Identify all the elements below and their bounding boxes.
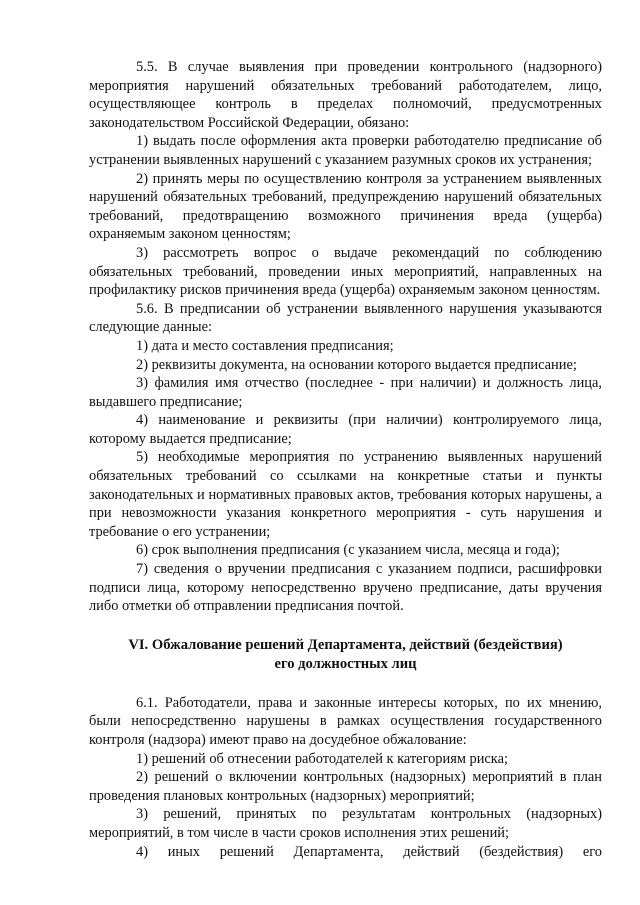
paragraph-5-6-item-4: 4) наименование и реквизиты (при наличии) контролируемого лица, которому выдается предписание; [89, 412, 602, 447]
paragraph-5-5: 5.5. В случае выявления при проведении контрольного (надзорного) мероприятия нарушений обязательных требований работодателем, лицо, осуществляющее контроль в пределах полномочий, предусмотренных законодательством Российской Федерации, обязано: [89, 59, 602, 131]
paragraph-5-6-item-7: 7) сведения о вручении предписания с указанием подписи, расшифровки подписи лица, которому непосредственно вручено предписание, даты вручения либо отметки об отправлении предписания почтой. [89, 561, 602, 615]
paragraph-5-6-item-1: 1) дата и место составления предписания; [136, 337, 394, 354]
paragraph-5-5-item-3: 3) рассмотреть вопрос о выдаче рекомендаций по соблюдению обязательных требований, проведении иных мероприятий, направленных на профилактику рисков причинения вреда (ущерба) охраняемым законом ценностям. [89, 244, 602, 299]
paragraph-5-6-item-5: 5) необходимые мероприятия по устранению выявленных нарушений обязательных требований со ссылками на конкретные статьи и пункты законодательных и нормативных правовых актов, требования которых нарушены, а при невозможности указания конкретного мероприятия - суть нарушения и требование о его устранении; [89, 449, 602, 540]
section-6-heading-line-1: VI. Обжалование решений Департамента, действий (бездействия) [128, 636, 563, 653]
paragraph-6-1-item-2: 2) решений о включении контрольных (надзорных) мероприятий в план проведения плановых контрольных (надзорных) мероприятий; [89, 769, 602, 804]
document-page [89, 58, 602, 861]
paragraph-5-6-item-2: 2) реквизиты документа, на основании которого выдается предписание; [136, 356, 577, 373]
paragraph-5-6-item-6: 6) срок выполнения предписания (с указанием числа, месяца и года); [136, 542, 560, 559]
paragraph-6-1: 6.1. Работодатели, права и законные интересы которых, по их мнению, были непосредственно нарушены в рамках осуществления государственного контроля (надзора) имеют право на досудебное обжалование: [89, 694, 602, 748]
section-6-heading [89, 636, 602, 674]
paragraph-6-1-item-3: 3) решений, принятых по результатам контрольных (надзорных) мероприятий, в том числе в части сроков исполнения этих решений; [89, 806, 602, 841]
paragraph-5-6-item-3: 3) фамилия имя отчество (последнее - при наличии) и должность лица, выдавшего предписание; [89, 375, 602, 410]
paragraph-6-1-item-4: 4) иных решений Департамента, действий (бездействия) его [136, 843, 602, 860]
paragraph-6-1-item-1: 1) решений об отнесении работодателей к категориям риска; [136, 750, 508, 767]
paragraph-5-5-item-1: 1) выдать после оформления акта проверки работодателю предписание об устранении выявленных нарушений с указанием разумных сроков их устранения; [89, 133, 602, 168]
section-6-heading-line-2: его должностных лиц [274, 655, 417, 672]
paragraph-5-6: 5.6. В предписании об устранении выявленного нарушения указываются следующие данные: [89, 300, 602, 336]
paragraph-5-5-item-2: 2) принять меры по осуществлению контроля за устранением выявленных нарушений обязательных требований, предупреждению нарушений обязательных требований, предотвращению возможного причинения вреда (ущерба) охраняемым законом ценностям; [89, 170, 602, 243]
